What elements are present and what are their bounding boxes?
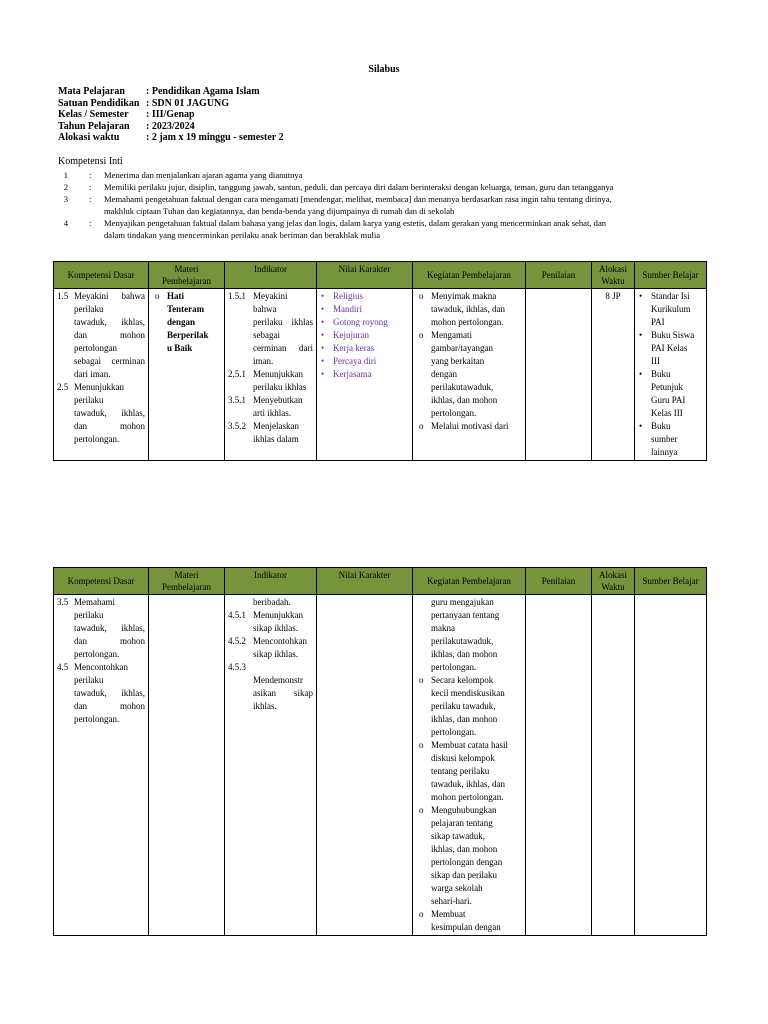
indikator-item	[228, 290, 313, 368]
text-line: Menerima dan menjalankan ajaran agama yang dianutnya	[104, 170, 303, 180]
text-line: tawaduk, ikhlas,	[74, 317, 145, 327]
item-colon: :	[89, 182, 92, 192]
text-line: • Buku Siswa	[651, 330, 695, 340]
header-nilai-karakter: Nilai Karakter	[317, 568, 413, 595]
header-alokasi: Alokasi Waktu	[592, 262, 635, 289]
text-line: mohon pertolongan.	[431, 317, 504, 327]
text-line: ikhlas.	[253, 701, 277, 711]
text-line: ikhlas, dan mohon	[431, 844, 498, 854]
text-line: tawaduk, ikhlas,	[74, 408, 145, 418]
text-line: dan mohon	[74, 701, 145, 711]
cell-alokasi	[592, 595, 635, 936]
syllabus-table-2	[53, 567, 707, 936]
indikator-number: 3.5.2	[228, 421, 246, 431]
text-line: Menjelaskan	[253, 421, 299, 431]
text-line: kesimpulan dengan	[431, 922, 501, 932]
kegiatan-item	[416, 420, 522, 433]
kompetensi-inti-title: Kompetensi Inti	[58, 156, 123, 167]
text-line: perilaku	[74, 395, 104, 405]
text-line: PAI	[651, 317, 665, 327]
cell-kompetensi-dasar	[54, 289, 149, 461]
indikator-item	[228, 368, 313, 394]
kd-number: 3.5	[57, 597, 69, 607]
text-line: Mendemonstr	[253, 675, 303, 685]
text-line: Menunjukkan	[253, 369, 303, 379]
table-row	[54, 595, 707, 936]
text-line: arti ikhlas.	[253, 408, 291, 418]
header-sumber: Sumber Belajar	[635, 262, 707, 289]
text-line: o Membuat catata hasil	[431, 740, 508, 750]
text-line: ikhlas, dan mohon	[431, 649, 498, 659]
text-line: u Baik	[167, 343, 193, 353]
text-line: perilaku	[74, 675, 104, 685]
meta-value: : SDN 01 JAGUNG	[146, 97, 230, 109]
header-kegiatan: Kegiatan Pembelajaran	[413, 568, 526, 595]
sumber-item	[638, 290, 703, 329]
text-line: diskusi kelompok	[431, 753, 495, 763]
indikator-number: 4.5.1	[228, 610, 246, 620]
text-line: dan mohon	[74, 421, 145, 431]
text-line: guru mengajukan	[431, 597, 494, 607]
text-line: perilaku ikhlas	[253, 382, 307, 392]
header-kompetensi-dasar: Kompetensi Dasar	[54, 262, 149, 289]
text-line: pertolongan	[74, 343, 117, 353]
meta-label: Alokasi waktu	[58, 132, 120, 143]
kd-item	[57, 290, 145, 381]
indikator-item	[228, 661, 313, 713]
meta-row	[58, 98, 284, 110]
text-line: Menyajikan pengetahuan faktual dalam bahasa yang jelas dan logis, dalam karya yang estetis, dalam gerakan yang mencerminkan anak sehat, dan	[104, 218, 607, 228]
kegiatan-item	[416, 329, 522, 420]
cell-kompetensi-dasar	[54, 595, 149, 936]
indikator-number: 3.5.1	[228, 395, 246, 405]
text-line: Kurikulum	[651, 304, 691, 314]
indikator-item	[228, 394, 313, 420]
meta-value: : Pendidikan Agama Islam	[146, 86, 260, 97]
text-line: Berperilak	[167, 330, 209, 340]
indikator-number: 2.5.1	[228, 369, 246, 379]
text-line: dan mohon	[74, 330, 145, 340]
cell-indikator	[225, 289, 317, 461]
kompetensi-inti-item	[58, 193, 708, 217]
item-number: 1	[63, 170, 68, 180]
cell-kegiatan	[413, 289, 526, 461]
text-line: pertolongan.	[431, 662, 477, 672]
text-line: pertanyaan tentang	[431, 610, 500, 620]
meta-row	[58, 109, 284, 121]
cell-sumber	[635, 289, 707, 461]
text-line: Hati	[167, 291, 184, 301]
cell-nilai-karakter	[317, 289, 413, 461]
header-materi: Materi Pembelajaran	[149, 262, 225, 289]
text-line: PAI Kelas	[651, 343, 688, 353]
nilai-karakter-item: • Percaya diri	[320, 355, 409, 368]
text-line: o Menguhubungkan	[431, 805, 497, 815]
text-line: perilaku	[74, 610, 104, 620]
text-line: makhluk ciptaan Tuhan dan kegiatannya, dan benda-benda yang dijumpainya di rumah dan di sekolah	[104, 206, 455, 216]
text-line: cerminan dari	[253, 343, 313, 353]
kegiatan-item	[416, 290, 522, 329]
nilai-karakter-item: • Religius	[320, 290, 409, 303]
text-line: beribadah.	[253, 597, 291, 607]
indikator-number: 1.5.1	[228, 291, 246, 301]
text-line: perilakutawaduk,	[431, 636, 494, 646]
text-line: Kelas III	[651, 408, 683, 418]
kd-number: 2.5	[57, 382, 69, 392]
page-title: Silabus	[368, 64, 400, 75]
text-line: sikap ikhlas.	[253, 649, 298, 659]
header-nilai-karakter: Nilai Karakter	[317, 262, 413, 289]
item-number: 4	[63, 218, 68, 228]
text-line: o Membuat	[431, 909, 466, 919]
text-line: Meyakini	[253, 291, 288, 301]
kegiatan-item	[416, 908, 522, 934]
text-line: Menunjukkan	[74, 382, 124, 392]
text-line: o Menyimak makna	[431, 291, 497, 301]
kompetensi-inti-item	[58, 217, 708, 241]
meta-label: Tahun Pelajaran	[58, 120, 130, 132]
kd-number: 4.5	[57, 662, 69, 672]
text-line: sebagai cerminan	[74, 356, 145, 366]
text-line: • Buku	[651, 421, 671, 431]
text-line: sumber	[651, 434, 678, 444]
syllabus-table-1	[53, 261, 707, 461]
text-line: sehari-hari.	[431, 896, 472, 906]
text-line: yang berkaitan	[431, 356, 485, 366]
item-colon: :	[89, 194, 92, 204]
text-line: Mencontohkan	[253, 636, 307, 646]
text-line: iman.	[253, 356, 274, 366]
text-line: gambar/tayangan	[431, 343, 493, 353]
text-line: sebagai	[253, 330, 280, 340]
meta-label: Kelas / Semester	[58, 109, 129, 120]
kompetensi-inti-item	[58, 169, 708, 181]
nilai-karakter-item: • Gotong royong	[320, 316, 409, 329]
text-line: dari iman.	[74, 369, 111, 379]
item-colon: :	[89, 170, 92, 180]
indikator-item	[228, 609, 313, 635]
meta-row	[58, 86, 284, 98]
meta-row	[58, 121, 284, 133]
item-colon: :	[89, 218, 92, 228]
text-line: Mencontohkan	[74, 662, 128, 672]
text-line: Memahami pengetahuan faktual dengan cara mengamati [mendengar, melihat, membaca] dan menanya berdasarkan rasa ingin tahu tentang dirinya,	[104, 194, 612, 204]
bullet-marker: o	[155, 291, 160, 301]
text-line: tawaduk, ikhlas,	[74, 623, 145, 633]
text-line: Guru PAI	[651, 395, 686, 405]
kd-item	[57, 596, 145, 661]
nilai-karakter-item: • Kerja keras	[320, 342, 409, 355]
meta-label: Satuan Pendidikan	[58, 97, 140, 109]
header-kompetensi-dasar: Kompetensi Dasar	[54, 568, 149, 595]
text-line: Tenteram	[167, 304, 205, 314]
text-line: dan mohon	[74, 636, 145, 646]
sumber-item	[638, 329, 703, 368]
item-number: 2	[63, 182, 68, 192]
text-line: Petunjuk	[651, 382, 684, 392]
text-line: asikan sikap	[253, 688, 313, 698]
text-line: Memahami	[74, 597, 115, 607]
meta-value: : 2023/2024	[146, 120, 195, 132]
indikator-item	[228, 420, 313, 446]
text-line: III	[651, 356, 660, 366]
item-number: 3	[63, 194, 68, 204]
kd-number: 1.5	[57, 291, 69, 301]
table-row	[54, 289, 707, 461]
text-line: dengan	[431, 369, 457, 379]
kegiatan-continuation	[416, 596, 522, 674]
nilai-karakter-item: • Mandiri	[320, 303, 409, 316]
text-line: tawaduk, ikhlas, dan	[431, 304, 505, 314]
header-alokasi: Alokasi Waktu	[592, 568, 635, 595]
text-line: tentang perilaku	[431, 766, 490, 776]
cell-sumber	[635, 595, 707, 936]
text-line: Meyakini bahwa	[74, 291, 145, 301]
kd-item	[57, 381, 145, 446]
header-penilaian: Penilaian	[526, 568, 592, 595]
cell-alokasi: 8 JP	[592, 289, 635, 461]
text-line: o Mengamati	[431, 330, 472, 340]
header-indikator: Indikator	[225, 262, 317, 289]
text-line: o Melalui motivasi dari	[431, 421, 509, 431]
text-line: pelajaran tentang	[431, 818, 493, 828]
text-line: tawaduk, ikhlas,	[74, 688, 145, 698]
text-line: perilaku ikhlas	[253, 317, 313, 327]
text-line: • Standar Isi	[651, 291, 690, 301]
materi-item	[152, 290, 221, 355]
header-kegiatan: Kegiatan Pembelajaran	[413, 262, 526, 289]
indikator-item	[228, 635, 313, 661]
cell-penilaian	[526, 595, 592, 936]
nilai-karakter-item: • Kerjasama	[320, 368, 409, 381]
text-line: pertolongan.	[74, 649, 120, 659]
text-line: pertolongan dengan	[431, 857, 503, 867]
text-line: makna	[431, 623, 455, 633]
text-line: dengan	[167, 317, 196, 327]
meta-value: : 2 jam x 19 minggu - semester 2	[146, 132, 284, 143]
indikator-number: 4.5.3	[228, 662, 246, 672]
text-line: pertolongan.	[74, 434, 120, 444]
header-indikator: Indikator	[225, 568, 317, 595]
text-line: perilaku tawaduk,	[431, 701, 496, 711]
cell-indikator	[225, 595, 317, 936]
meta-row	[58, 132, 284, 144]
meta-value: : III/Genap	[146, 109, 195, 120]
text-line: pertolongan.	[74, 714, 120, 724]
meta-label: Mata Pelajaran	[58, 86, 125, 97]
text-line: pertolongan.	[431, 727, 477, 737]
text-line: ikhlas, dan mohon	[431, 395, 498, 405]
header-sumber: Sumber Belajar	[635, 568, 707, 595]
text-line: warga sekolah	[431, 883, 483, 893]
text-line: • Buku	[651, 369, 671, 379]
document-meta	[58, 86, 284, 144]
text-line: dalam tindakan yang mencerminkan perilaku anak beriman dan berakhlak mulia	[104, 230, 381, 240]
text-line: Menyebutkan	[253, 395, 303, 405]
text-line: kecil mendiskusikan	[431, 688, 505, 698]
text-line: Memiliki perilaku jujur, disiplin, tanggung jawab, santun, peduli, dan percaya diri dalam berinteraksi dengan keluarga, teman, guru dan tetangganya	[104, 182, 614, 192]
text-line: sikap tawaduk,	[431, 831, 485, 841]
text-line: tawaduk, ikhlas, dan	[431, 779, 505, 789]
cell-penilaian	[526, 289, 592, 461]
text-line: perilakutawaduk,	[431, 382, 494, 392]
kompetensi-inti-list	[58, 169, 708, 241]
indikator-continuation	[228, 596, 313, 609]
text-line: ikhlas, dan mohon	[431, 714, 498, 724]
kompetensi-inti-item	[58, 181, 708, 193]
text-line: perilaku	[74, 304, 104, 314]
kegiatan-item	[416, 804, 522, 908]
text-line: o Secara kelompok	[431, 675, 494, 685]
kegiatan-item	[416, 674, 522, 739]
text-line: Menunjukkan	[253, 610, 303, 620]
kd-item	[57, 661, 145, 726]
table-header-row	[54, 568, 707, 595]
text-line: pertolongan.	[431, 408, 477, 418]
text-line: lainnya	[651, 447, 678, 457]
table-header-row	[54, 262, 707, 289]
text-line	[253, 661, 313, 674]
text-line: mohon pertolongan.	[431, 792, 504, 802]
header-materi: Materi Pembelajaran	[149, 568, 225, 595]
sumber-item	[638, 368, 703, 420]
text-line: sikap dan perilaku	[431, 870, 497, 880]
text-line: ikhlas dalam	[253, 434, 299, 444]
header-penilaian: Penilaian	[526, 262, 592, 289]
nilai-karakter-item: • Kejujuran	[320, 329, 409, 342]
cell-materi	[149, 289, 225, 461]
sumber-item	[638, 420, 703, 459]
cell-materi	[149, 595, 225, 936]
text-line: sikap ikhlas.	[253, 623, 298, 633]
text-line: bahwa	[253, 304, 277, 314]
cell-nilai-karakter	[317, 595, 413, 936]
kegiatan-item	[416, 739, 522, 804]
cell-kegiatan	[413, 595, 526, 936]
indikator-number: 4.5.2	[228, 636, 246, 646]
